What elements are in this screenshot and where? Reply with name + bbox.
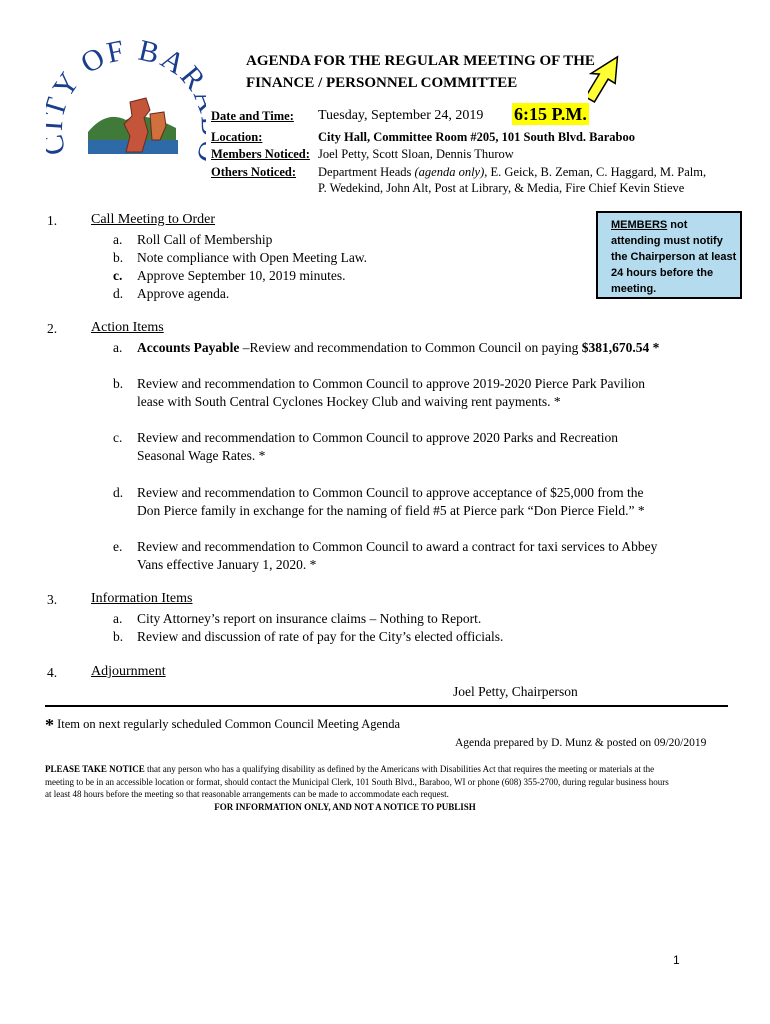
section-3-number: 3. <box>47 592 58 607</box>
s2-item-e-line-1: Review and recommendation to Common Council to award a contract for taxi services to Abbey <box>137 539 658 554</box>
pointer-arrow-icon <box>588 52 634 108</box>
notice-box-line-4: 24 hours before the <box>611 267 714 279</box>
s3-item-a-letter: a. <box>113 611 123 626</box>
title-line-2: FINANCE / PERSONNEL COMMITTEE <box>246 75 518 91</box>
meeting-time-highlight: 6:15 P.M. <box>514 104 587 124</box>
others-value-line-2: P. Wedekind, John Alt, Post at Library, & Media, Fire Chief Kevin Stieve <box>318 181 685 195</box>
location-value: City Hall, Committee Room #205, 101 South Blvd. Baraboo <box>318 130 636 144</box>
s2-item-c-line-2: Seasonal Wage Rates. * <box>137 448 266 463</box>
s2-item-d-letter: d. <box>113 485 124 500</box>
section-4-number: 4. <box>47 665 58 680</box>
s1-item-d-letter: d. <box>113 286 124 301</box>
notice-box-line-3: the Chairperson at least <box>611 251 737 263</box>
s1-item-a-text: Roll Call of Membership <box>137 232 273 247</box>
section-1-number: 1. <box>47 213 58 228</box>
s1-item-b-text: Note compliance with Open Meeting Law. <box>137 250 368 265</box>
chairperson-signature: Joel Petty, Chairperson <box>453 684 578 699</box>
ada-notice-line-1 <box>45 763 735 776</box>
s2-item-c-letter: c. <box>113 430 123 445</box>
s2-item-a-letter: a. <box>113 340 123 355</box>
s2-item-a-bold-1: Accounts Payable <box>137 340 240 355</box>
city-seal-icon <box>46 40 206 170</box>
s1-item-a-letter: a. <box>113 232 123 247</box>
others-italic: (agenda only) <box>414 165 485 179</box>
s1-item-b-letter: b. <box>113 250 124 265</box>
others-value-line-1 <box>318 165 706 180</box>
section-3-title: Information Items <box>91 591 193 606</box>
notice-box-line-5: meeting. <box>611 283 657 295</box>
s2-item-d-line-2: Don Pierce family in exchange for the naming of field #5 at Pierce park “Don Pierce Field.” * <box>137 503 645 518</box>
page-number: 1 <box>673 953 680 967</box>
s3-item-b-letter: b. <box>113 629 124 644</box>
section-1-title: Call Meeting to Order <box>91 212 216 227</box>
s1-item-d-text: Approve agenda. <box>137 286 230 301</box>
s2-item-b-line-1: Review and recommendation to Common Council to approve 2019-2020 Pierce Park Pavilion <box>137 376 646 391</box>
ada-notice <box>45 763 735 813</box>
notice-box-line-1-rest: not <box>667 219 688 231</box>
s2-item-e-letter: e. <box>113 539 123 554</box>
prepared-by: Agenda prepared by D. Munz & posted on 09/20/2019 <box>455 737 707 749</box>
members-label: Members Noticed: <box>211 147 310 161</box>
members-word: MEMBERS <box>611 219 668 231</box>
date-value: Tuesday, September 24, 2019 <box>318 108 484 123</box>
s2-item-a-bold-2: $381,670.54 * <box>581 340 660 355</box>
others-label: Others Noticed: <box>211 165 297 179</box>
others-text-2: , E. Geick, B. Zeman, C. Haggard, M. Palm, <box>484 165 707 179</box>
s2-item-b-letter: b. <box>113 376 124 391</box>
s2-item-e-line-2: Vans effective January 1, 2020. * <box>137 557 317 572</box>
notice-box-line-1 <box>611 217 740 233</box>
ada-notice-text-1: that any person who has a qualifying disability as defined by the Americans with Disabilities Act that requires the meeting or materials at the <box>144 764 655 774</box>
section-4-title: Adjournment <box>91 664 166 679</box>
s3-item-a-text: City Attorney’s report on insurance claims – Nothing to Report. <box>137 611 482 626</box>
svg-text:CITY OF BARABOO: Y OF BA <box>46 40 193 104</box>
divider-line <box>45 705 728 707</box>
date-label: Date and Time: <box>211 109 294 123</box>
agenda-title <box>246 50 595 94</box>
ada-notice-line-3: at least 48 hours before the meeting so that reasonable arrangements can be made to accommodate each request. <box>45 789 449 799</box>
members-value: Joel Petty, Scott Sloan, Dennis Thurow <box>318 147 514 161</box>
info-only-notice: FOR INFORMATION ONLY, AND NOT A NOTICE TO PUBLISH <box>214 801 476 812</box>
s2-item-c-line-1: Review and recommendation to Common Council to approve 2020 Parks and Recreation <box>137 430 619 445</box>
section-2-number: 2. <box>47 321 58 336</box>
s2-item-d-line-1: Review and recommendation to Common Council to approve acceptance of $25,000 from the <box>137 485 644 500</box>
title-line-1: AGENDA FOR THE REGULAR MEETING OF THE <box>246 53 595 69</box>
attendance-notice-box <box>596 211 742 299</box>
others-text-1: Department Heads <box>318 165 415 179</box>
city-logo <box>46 40 206 170</box>
ada-notice-bold: PLEASE TAKE NOTICE <box>45 764 145 774</box>
s2-item-a-body: –Review and recommendation to Common Council on paying <box>239 340 582 355</box>
s2-item-b-line-2: lease with South Central Cyclones Hockey Club and waiving rent payments. * <box>137 394 561 409</box>
ada-notice-line-2: meeting to be in an accessible location or format, should contact the Municipal Clerk, 101 South Blvd., Baraboo, WI or phone (608) 355-2700, during regular business hours <box>45 776 669 787</box>
location-label: Location: <box>211 130 263 144</box>
s1-item-c-text: Approve September 10, 2019 minutes. <box>137 268 346 283</box>
section-2-title: Action Items <box>91 320 164 335</box>
s3-item-b-text: Review and discussion of rate of pay for the City’s elected officials. <box>137 629 504 644</box>
footnote <box>45 715 400 736</box>
s1-item-c-letter: c. <box>113 268 123 283</box>
notice-box-line-2: attending must notify <box>611 235 723 247</box>
s2-item-a-text <box>137 339 659 357</box>
footnote-text: Item on next regularly scheduled Common Council Meeting Agenda <box>54 717 401 731</box>
footnote-star: * <box>45 715 54 735</box>
